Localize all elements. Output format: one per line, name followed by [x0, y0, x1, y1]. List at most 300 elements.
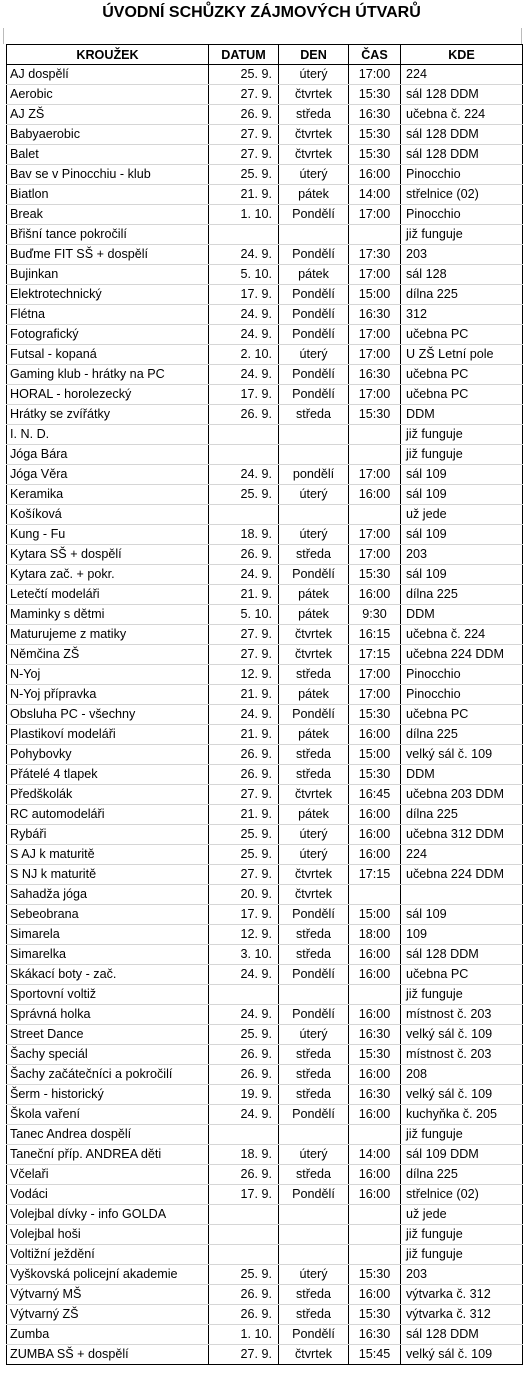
cell-name: Hrátky se zvířátky [7, 405, 209, 425]
cell-name: Letečtí modeláři [7, 585, 209, 605]
cell-time: 9:30 [349, 605, 401, 625]
cell-name: Bujinkan [7, 265, 209, 285]
cell-name: Volejbal dívky - info GOLDA [7, 1205, 209, 1225]
cell-time [349, 1225, 401, 1245]
cell-name: Aerobic [7, 85, 209, 105]
cell-time: 17:00 [349, 205, 401, 225]
cell-date: 12. 9. [209, 665, 279, 685]
cell-day: středa [279, 925, 349, 945]
cell-time: 16:00 [349, 1165, 401, 1185]
frame-left-edge [3, 28, 4, 44]
cell-date: 17. 9. [209, 905, 279, 925]
cell-place: sál 128 DDM [401, 1325, 523, 1345]
cell-name: Buďme FIT SŠ + dospělí [7, 245, 209, 265]
cell-time: 15:30 [349, 85, 401, 105]
cell-place: dílna 225 [401, 1165, 523, 1185]
cell-place: 203 [401, 245, 523, 265]
cell-time: 14:00 [349, 1145, 401, 1165]
cell-time: 16:00 [349, 725, 401, 745]
cell-date: 25. 9. [209, 845, 279, 865]
cell-day: Pondělí [279, 205, 349, 225]
cell-date [209, 985, 279, 1005]
cell-name: Sahadža jóga [7, 885, 209, 905]
table-row [7, 785, 523, 805]
cell-time [349, 1125, 401, 1145]
cell-place: učebna 203 DDM [401, 785, 523, 805]
cell-day: středa [279, 1065, 349, 1085]
cell-place: 312 [401, 305, 523, 325]
cell-time: 17:00 [349, 665, 401, 685]
table-row [7, 345, 523, 365]
cell-place: učebna č. 224 [401, 105, 523, 125]
cell-place: DDM [401, 405, 523, 425]
cell-time [349, 985, 401, 1005]
cell-time: 15:30 [349, 1305, 401, 1325]
cell-date: 25. 9. [209, 165, 279, 185]
cell-day: Pondělí [279, 965, 349, 985]
cell-time: 15:30 [349, 125, 401, 145]
table-row [7, 825, 523, 845]
header-place: KDE [401, 45, 523, 65]
cell-place: učebna PC [401, 365, 523, 385]
cell-day [279, 1125, 349, 1145]
table-row [7, 985, 523, 1005]
cell-name: Včelaři [7, 1165, 209, 1185]
cell-date: 19. 9. [209, 1085, 279, 1105]
cell-day: Pondělí [279, 905, 349, 925]
cell-place: sál 109 [401, 465, 523, 485]
cell-date: 12. 9. [209, 925, 279, 945]
cell-place: Pinocchio [401, 665, 523, 685]
cell-time: 17:00 [349, 545, 401, 565]
cell-time: 17:00 [349, 345, 401, 365]
cell-time: 16:00 [349, 1185, 401, 1205]
cell-name: I. N. D. [7, 425, 209, 445]
cell-day: pátek [279, 265, 349, 285]
cell-place: sál 109 [401, 565, 523, 585]
cell-time [349, 1245, 401, 1265]
cell-date: 17. 9. [209, 285, 279, 305]
cell-place: velký sál č. 109 [401, 1345, 523, 1365]
cell-date: 24. 9. [209, 305, 279, 325]
cell-date: 27. 9. [209, 625, 279, 645]
table-row [7, 625, 523, 645]
cell-place: U ZŠ Letní pole [401, 345, 523, 365]
table-row [7, 1325, 523, 1345]
cell-date: 21. 9. [209, 725, 279, 745]
cell-date: 25. 9. [209, 1025, 279, 1045]
cell-time: 16:45 [349, 785, 401, 805]
cell-day: Pondělí [279, 565, 349, 585]
cell-time [349, 225, 401, 245]
cell-place: již funguje [401, 225, 523, 245]
cell-name: N-Yoj přípravka [7, 685, 209, 705]
cell-day: středa [279, 1305, 349, 1325]
cell-name: Přátelé 4 tlapek [7, 765, 209, 785]
cell-name: HORAL - horolezecký [7, 385, 209, 405]
cell-day: Pondělí [279, 365, 349, 385]
table-row [7, 725, 523, 745]
table-row [7, 1025, 523, 1045]
cell-date: 25. 9. [209, 1265, 279, 1285]
cell-name: Němčina ZŠ [7, 645, 209, 665]
cell-name: Futsal - kopaná [7, 345, 209, 365]
table-row [7, 605, 523, 625]
cell-time: 16:00 [349, 1065, 401, 1085]
cell-time: 16:30 [349, 1325, 401, 1345]
cell-name: Break [7, 205, 209, 225]
cell-day: středa [279, 765, 349, 785]
cell-place: Pinocchio [401, 685, 523, 705]
cell-time: 16:00 [349, 845, 401, 865]
cell-place: učebna 224 DDM [401, 865, 523, 885]
cell-day: úterý [279, 845, 349, 865]
table-row [7, 705, 523, 725]
cell-name: RC automodeláři [7, 805, 209, 825]
cell-place: výtvarka č. 312 [401, 1285, 523, 1305]
table-row [7, 885, 523, 905]
cell-place: 203 [401, 1265, 523, 1285]
cell-name: Sebeobrana [7, 905, 209, 925]
cell-day: středa [279, 665, 349, 685]
cell-place: sál 128 DDM [401, 945, 523, 965]
cell-day: Pondělí [279, 245, 349, 265]
table-row [7, 1205, 523, 1225]
cell-time: 16:00 [349, 825, 401, 845]
table-row [7, 265, 523, 285]
cell-day: úterý [279, 165, 349, 185]
cell-name: Keramika [7, 485, 209, 505]
table-row [7, 945, 523, 965]
cell-time: 18:00 [349, 925, 401, 945]
schedule-table [6, 44, 523, 1365]
cell-day: čtvrtek [279, 625, 349, 645]
cell-time: 17:15 [349, 645, 401, 665]
cell-place: 224 [401, 845, 523, 865]
cell-name: Plastikoví modeláři [7, 725, 209, 745]
cell-day: Pondělí [279, 325, 349, 345]
cell-day: úterý [279, 485, 349, 505]
cell-date: 3. 10. [209, 945, 279, 965]
cell-day [279, 505, 349, 525]
cell-name: Šachy speciál [7, 1045, 209, 1065]
cell-name: Fotografický [7, 325, 209, 345]
table-row [7, 805, 523, 825]
cell-time: 17:00 [349, 265, 401, 285]
cell-day: Pondělí [279, 1325, 349, 1345]
cell-place: sál 128 DDM [401, 145, 523, 165]
cell-day: pátek [279, 585, 349, 605]
cell-day [279, 225, 349, 245]
table-row [7, 365, 523, 385]
cell-name: Maturujeme z matiky [7, 625, 209, 645]
cell-place: učebna PC [401, 385, 523, 405]
cell-date: 24. 9. [209, 1005, 279, 1025]
table-row [7, 105, 523, 125]
cell-name: Volejbal hoši [7, 1225, 209, 1245]
cell-date: 21. 9. [209, 185, 279, 205]
cell-time: 15:00 [349, 745, 401, 765]
table-row [7, 905, 523, 925]
cell-day: úterý [279, 65, 349, 85]
cell-day: Pondělí [279, 705, 349, 725]
cell-time: 16:00 [349, 585, 401, 605]
cell-name: Výtvarný MŠ [7, 1285, 209, 1305]
cell-time: 17:00 [349, 685, 401, 705]
table-row [7, 1085, 523, 1105]
cell-day: Pondělí [279, 1005, 349, 1025]
cell-day: čtvrtek [279, 1345, 349, 1365]
cell-day: úterý [279, 1265, 349, 1285]
cell-date [209, 225, 279, 245]
cell-name: Pohybovky [7, 745, 209, 765]
table-row [7, 385, 523, 405]
cell-time: 17:00 [349, 465, 401, 485]
table-row [7, 505, 523, 525]
cell-time: 15:30 [349, 765, 401, 785]
header-day: DEN [279, 45, 349, 65]
cell-date: 25. 9. [209, 65, 279, 85]
cell-day: středa [279, 105, 349, 125]
cell-day: středa [279, 1285, 349, 1305]
cell-day: úterý [279, 825, 349, 845]
cell-date [209, 425, 279, 445]
cell-date: 24. 9. [209, 465, 279, 485]
cell-time: 16:00 [349, 165, 401, 185]
cell-time: 15:00 [349, 905, 401, 925]
cell-name: Sportovní voltiž [7, 985, 209, 1005]
cell-date: 17. 9. [209, 1185, 279, 1205]
cell-name: Skákací boty - zač. [7, 965, 209, 985]
cell-date: 25. 9. [209, 825, 279, 845]
cell-day: středa [279, 1085, 349, 1105]
cell-time: 16:15 [349, 625, 401, 645]
cell-name: Biatlon [7, 185, 209, 205]
cell-time: 16:30 [349, 105, 401, 125]
cell-time [349, 425, 401, 445]
cell-time: 16:30 [349, 305, 401, 325]
cell-name: Bav se v Pinocchiu - klub [7, 165, 209, 185]
cell-day: pátek [279, 725, 349, 745]
cell-place: 109 [401, 925, 523, 945]
cell-place: již funguje [401, 1125, 523, 1145]
table-row [7, 965, 523, 985]
header-date: DATUM [209, 45, 279, 65]
cell-place: místnost č. 203 [401, 1005, 523, 1025]
cell-date: 26. 9. [209, 105, 279, 125]
cell-place: sál 128 [401, 265, 523, 285]
cell-time: 16:00 [349, 1005, 401, 1025]
table-row [7, 565, 523, 585]
cell-name: AJ dospělí [7, 65, 209, 85]
cell-day: středa [279, 405, 349, 425]
cell-day: pátek [279, 185, 349, 205]
cell-name: Elektrotechnický [7, 285, 209, 305]
frame-right-edge [521, 28, 522, 44]
table-row [7, 1005, 523, 1025]
cell-day [279, 425, 349, 445]
table-row [7, 865, 523, 885]
cell-date: 26. 9. [209, 545, 279, 565]
cell-day: úterý [279, 345, 349, 365]
cell-place: velký sál č. 109 [401, 745, 523, 765]
cell-place: učebna PC [401, 705, 523, 725]
cell-date: 26. 9. [209, 745, 279, 765]
cell-date: 21. 9. [209, 685, 279, 705]
cell-name: ZUMBA SŠ + dospělí [7, 1345, 209, 1365]
cell-time: 16:30 [349, 1085, 401, 1105]
cell-date: 24. 9. [209, 365, 279, 385]
cell-place: výtvarka č. 312 [401, 1305, 523, 1325]
table-row [7, 545, 523, 565]
cell-name: AJ ZŠ [7, 105, 209, 125]
header-name: KROUŽEK [7, 45, 209, 65]
table-row [7, 645, 523, 665]
cell-day: středa [279, 545, 349, 565]
cell-name: Správná holka [7, 1005, 209, 1025]
cell-time: 15:45 [349, 1345, 401, 1365]
cell-place: místnost č. 203 [401, 1045, 523, 1065]
cell-name: Balet [7, 145, 209, 165]
table-row [7, 445, 523, 465]
cell-time: 16:00 [349, 485, 401, 505]
table-row [7, 1045, 523, 1065]
cell-date [209, 1245, 279, 1265]
cell-day: čtvrtek [279, 645, 349, 665]
cell-date: 1. 10. [209, 1325, 279, 1345]
table-row [7, 1265, 523, 1285]
table-row [7, 745, 523, 765]
cell-place: sál 109 [401, 525, 523, 545]
cell-time: 15:30 [349, 565, 401, 585]
cell-place: střelnice (02) [401, 185, 523, 205]
cell-place [401, 885, 523, 905]
cell-date: 27. 9. [209, 1345, 279, 1365]
table-row [7, 145, 523, 165]
cell-name: Břišní tance pokročilí [7, 225, 209, 245]
cell-name: Obsluha PC - všechny [7, 705, 209, 725]
cell-place: DDM [401, 765, 523, 785]
cell-place: střelnice (02) [401, 1185, 523, 1205]
cell-name: Košíková [7, 505, 209, 525]
cell-place: už jede [401, 505, 523, 525]
cell-place: DDM [401, 605, 523, 625]
cell-day: středa [279, 1045, 349, 1065]
cell-day: čtvrtek [279, 885, 349, 905]
cell-day: středa [279, 745, 349, 765]
cell-day [279, 1245, 349, 1265]
table-row [7, 1125, 523, 1145]
cell-name: Maminky s dětmi [7, 605, 209, 625]
cell-place: sál 109 [401, 905, 523, 925]
table-row [7, 925, 523, 945]
cell-place: již funguje [401, 1225, 523, 1245]
cell-date: 25. 9. [209, 485, 279, 505]
cell-time: 15:30 [349, 705, 401, 725]
table-row [7, 285, 523, 305]
header-time: ČAS [349, 45, 401, 65]
cell-day: středa [279, 945, 349, 965]
cell-place: 208 [401, 1065, 523, 1085]
cell-day: čtvrtek [279, 865, 349, 885]
cell-place: velký sál č. 109 [401, 1085, 523, 1105]
cell-day: pátek [279, 685, 349, 705]
cell-name: N-Yoj [7, 665, 209, 685]
cell-date: 21. 9. [209, 805, 279, 825]
table-row [7, 665, 523, 685]
cell-place: sál 109 [401, 485, 523, 505]
cell-time: 16:30 [349, 365, 401, 385]
cell-name: Jóga Bára [7, 445, 209, 465]
cell-day: úterý [279, 1145, 349, 1165]
cell-place: 224 [401, 65, 523, 85]
table-row [7, 1065, 523, 1085]
cell-place: Pinocchio [401, 205, 523, 225]
cell-day [279, 1205, 349, 1225]
cell-day: Pondělí [279, 1105, 349, 1125]
cell-place: velký sál č. 109 [401, 1025, 523, 1045]
table-row [7, 1285, 523, 1305]
table-row [7, 1165, 523, 1185]
cell-date: 26. 9. [209, 1045, 279, 1065]
cell-time: 15:30 [349, 1265, 401, 1285]
cell-place: již funguje [401, 445, 523, 465]
cell-place: učebna PC [401, 325, 523, 345]
cell-date: 24. 9. [209, 1105, 279, 1125]
cell-time: 17:30 [349, 245, 401, 265]
cell-date: 1. 10. [209, 205, 279, 225]
cell-place: sál 128 DDM [401, 125, 523, 145]
table-row [7, 325, 523, 345]
cell-date: 26. 9. [209, 1065, 279, 1085]
cell-name: Jóga Věra [7, 465, 209, 485]
cell-day: Pondělí [279, 285, 349, 305]
cell-day: čtvrtek [279, 785, 349, 805]
table-row [7, 585, 523, 605]
table-row [7, 465, 523, 485]
cell-day [279, 985, 349, 1005]
cell-name: Rybáři [7, 825, 209, 845]
cell-time: 15:00 [349, 285, 401, 305]
cell-name: Gaming klub - hrátky na PC [7, 365, 209, 385]
cell-name: Kytara SŠ + dospělí [7, 545, 209, 565]
cell-time: 15:30 [349, 145, 401, 165]
cell-date: 2. 10. [209, 345, 279, 365]
cell-place: sál 109 DDM [401, 1145, 523, 1165]
table-row [7, 1345, 523, 1365]
cell-name: S NJ k maturitě [7, 865, 209, 885]
cell-day: pátek [279, 605, 349, 625]
cell-place: již funguje [401, 1245, 523, 1265]
cell-time [349, 1205, 401, 1225]
table-header-row [7, 45, 523, 65]
cell-date: 27. 9. [209, 85, 279, 105]
table-row [7, 1105, 523, 1125]
cell-date: 18. 9. [209, 1145, 279, 1165]
cell-name: Vyškovská policejní akademie [7, 1265, 209, 1285]
cell-day: Pondělí [279, 1185, 349, 1205]
cell-date: 5. 10. [209, 605, 279, 625]
cell-place: učebna 224 DDM [401, 645, 523, 665]
cell-time: 16:30 [349, 1025, 401, 1045]
cell-time: 17:00 [349, 525, 401, 545]
cell-time: 17:15 [349, 865, 401, 885]
page-title: ÚVODNÍ SCHŮZKY ZÁJMOVÝCH ÚTVARŮ [102, 4, 421, 21]
cell-place: dílna 225 [401, 285, 523, 305]
cell-time [349, 505, 401, 525]
cell-day: čtvrtek [279, 125, 349, 145]
cell-date [209, 1125, 279, 1145]
